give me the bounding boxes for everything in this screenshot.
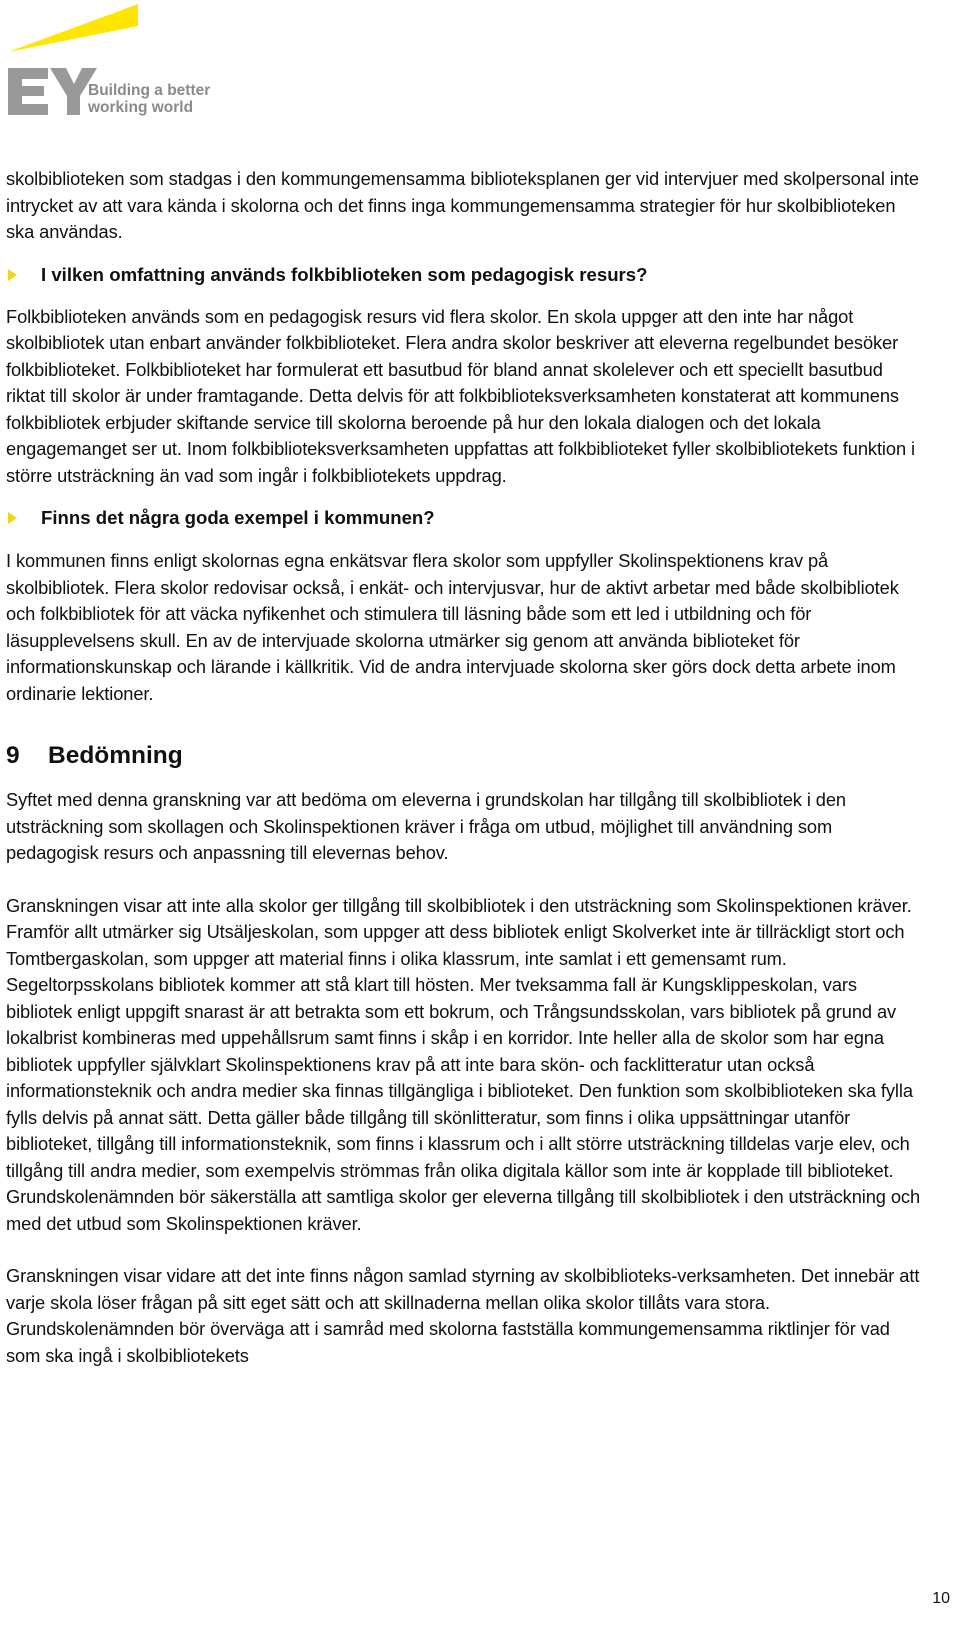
question-text-2: Finns det några goda exempel i kommunen? (41, 507, 435, 528)
document-body (6, 166, 926, 1369)
question-heading-2 (6, 505, 926, 531)
page-number: 10 (932, 1590, 950, 1607)
tagline-line-2: working world (88, 99, 194, 116)
bullet-triangle-icon (8, 512, 17, 524)
bullet-triangle-icon (8, 269, 17, 281)
paragraph-folkbibliotek: Folkbiblioteken används som en pedagogisk resurs vid flera skolor. En skola uppger att den inte har något skolbibliotek utan enbart använder folkbiblioteket. Flera andra skolor beskriver att eleverna regelbundet besöker folkbiblioteket. Folkbiblioteket har formulerat ett basutbud för bland annat skolelever och ett speciellt basutbud riktat till skolor är under framtagande. Detta delvis för att folkbiblioteksverksamheten konstaterat att kommunens folkbibliotek erbjuder skiftande service till skolorna beroende på hur den lokala dialogen och det lokala engagemanget ser ut. Inom folkbiblioteksverksamheten uppfattas att folkbiblioteket fyller skolbibliotekets funktion i större utsträckning än vad som ingår i folkbibliotekets uppdrag. (6, 305, 915, 486)
section-number: 9 (6, 742, 20, 769)
paragraph-syfte: Syftet med denna granskning var att bedöma om eleverna i grundskolan har tillgång till skolbibliotek i den utsträckning som skollagen och Skolinspektionen kräver i fråga om utbud, möjlighet till användning som pedagogisk resurs och anpassning till elevernas behov. (6, 789, 846, 863)
question-text-1: I vilken omfattning används folkbiblioteken som pedagogisk resurs? (41, 263, 648, 285)
section-heading (6, 741, 926, 771)
question-heading-1 (6, 262, 926, 288)
section-title: Bedömning (48, 742, 183, 769)
logo-beam (8, 4, 138, 52)
tagline (88, 82, 210, 116)
paragraph-granskningen-2: Granskningen visar vidare att det inte finns någon samlad styrning av skolbiblioteks-verksamheten. Det innebär att varje skola löser frågan på sitt eget sätt och att skillnaderna mellan olika skolor tillåts vara stora. Grundskolenämnden bör överväga att i samråd med skolorna fastställa kommungemensamma riktlinjer för vad som ska ingå i skolbibliotekets (6, 1265, 920, 1366)
paragraph-intro: skolbiblioteken som stadgas i den kommungemensamma biblioteksplanen ger vid intervjuer med skolpersonal inte intrycket av att vara kända i skolorna och det finns inga kommungemensamma strategier för hur skolbiblioteken ska användas. (6, 168, 919, 242)
paragraph-granskningen-1: Granskningen visar att inte alla skolor ger tillgång till skolbibliotek i den utsträckning som Skolinspektionen kräver. Framför allt utmärker sig Utsäljeskolan, som uppger att dess bibliotek enligt Skolverket inte är tillräckligt stort och Tomtbergaskolan, som uppger att material finns i olika klassrum, inte samlat i ett gemensamt rum. Segeltorpsskolans bibliotek kommer att stå klart till hösten. Mer tveksamma fall är Kungsklippeskolan, vars bibliotek enligt uppgift snarast är att betrakta som ett bokrum, och Trångsundsskolan, vars bibliotek på grund av lokalbrist kombineras med uppehållsrum samt finns i skåp i en korridor. Inte heller alla de skolor som har egna bibliotek uppfyller självklart Skolinspektionens krav på att inte bara skön- och facklitteratur utan också informationsteknik och andra medier ska finnas tillgängliga i biblioteket. Den funktion som skolbiblioteken ska fylla fylls delvis på annat sätt. Detta gäller både tillgång till skönlitteratur, som finns i olika uppsättningar utanför biblioteket, tillgång till informationsteknik, som finns i klassrum och i allt större utsträckning tilldelas varje elev, och tillgång till andra medier, som exempelvis strömmas från olika digitala källor som inte är kopplade till biblioteket. Grundskolenämnden bör säkerställa att samtliga skolor ger eleverna tillgång till skolbibliotek i den utsträckning och med det utbud som Skolinspektionen kräver. (6, 894, 921, 1234)
tagline-line-1: Building a better (88, 82, 211, 99)
paragraph-goda-exempel: I kommunen finns enligt skolornas egna enkätsvar flera skolor som uppfyller Skolinspektionens krav på skolbibliotek. Flera skolor redovisar också, i enkät- och intervjusvar, hur de aktivt arbetar med både skolbibliotek och folkbibliotek för att väcka nyfikenhet och stimulera till läsning både som ett led i utbildning och för läsupplevelsens skull. En av de intervjuade skolorna utmärker sig genom att använda biblioteket för informationskunskap och lärande i källkritik. Vid de andra intervjuade skolorna sker görs dock detta arbete inom ordinarie lektioner. (6, 550, 899, 704)
